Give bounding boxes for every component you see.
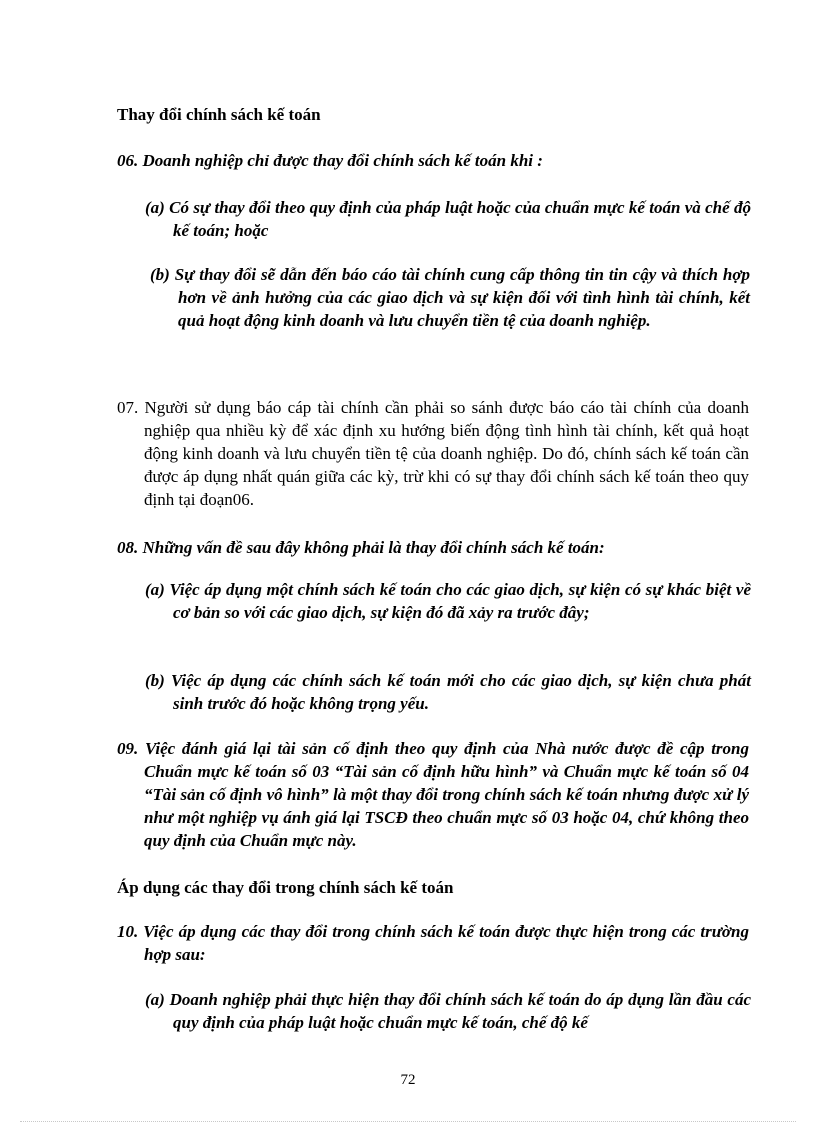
section-heading-applying-changes: Áp dụng các thay đổi trong chính sách kế toán [117,878,454,897]
paragraph-10: 10. Việc áp dụng các thay đổi trong chính sách kế toán được thực hiện trong các trường hợp sau: [117,922,749,964]
paragraph-07: 07. Người sử dụng báo cáp tài chính cần phải so sánh được báo cáo tài chính của doanh nghiệp qua nhiều kỳ để xác định xu hướng biến động tình hình tài chính, kết quả hoạt động kinh doanh và lưu chuyển tiền tệ của doanh nghiệp. Do đó, chính sách kế toán cần được áp dụng nhất quán giữa các kỳ, trừ khi có sự thay đổi chính sách kế toán theo quy định tại đoạn06. [117,398,749,509]
page-number: 72 [400,1072,416,1088]
page-bottom-divider [20,1121,796,1122]
paragraph-06: 06. Doanh nghiệp chỉ được thay đổi chính sách kế toán khi : [117,151,543,170]
paragraph-08-item-b: (b) Việc áp dụng các chính sách kế toán mới cho các giao dịch, sự kiện chưa phát sinh trước đó hoặc không trọng yếu. [145,671,751,713]
paragraph-06-item-a: (a) Có sự thay đổi theo quy định của pháp luật hoặc của chuẩn mực kế toán và chế độ kế toán; hoặc [145,198,751,240]
paragraph-06-item-b: (b) Sự thay đổi sẽ dẫn đến báo cáo tài chính cung cấp thông tin tin cậy và thích hợp hơn về ảnh hưởng của các giao dịch và sự kiện đối với tình hình tài chính, kết quả hoạt động kinh doanh và lưu chuyển tiền tệ của doanh nghiệp. [150,265,750,330]
paragraph-08: 08. Những vấn đề sau đây không phải là thay đổi chính sách kế toán: [117,538,605,557]
paragraph-08-item-a: (a) Việc áp dụng một chính sách kế toán cho các giao dịch, sự kiện có sự khác biệt về cơ bản so với các giao dịch, sự kiện đó đã xảy ra trước đây; [145,580,751,622]
paragraph-09: 09. Việc đánh giá lại tài sản cố định theo quy định của Nhà nước được đề cập trong Chuẩn mực kế toán số 03 “Tài sản cố định hữu hình” và Chuẩn mực kế toán số 04 “Tài sản cố định vô hình” là một thay đổi trong chính sách kế toán nhưng được xử lý như một nghiệp vụ ánh giá lại TSCĐ theo chuẩn mực số 03 hoặc 04, chứ không theo quy định của Chuẩn mực này. [117,739,749,850]
section-heading-policy-change: Thay đổi chính sách kế toán [117,105,321,124]
paragraph-10-item-a: (a) Doanh nghiệp phải thực hiện thay đổi chính sách kế toán do áp dụng lần đầu các quy định của pháp luật hoặc chuẩn mực kế toán, chế độ kế [145,990,751,1032]
